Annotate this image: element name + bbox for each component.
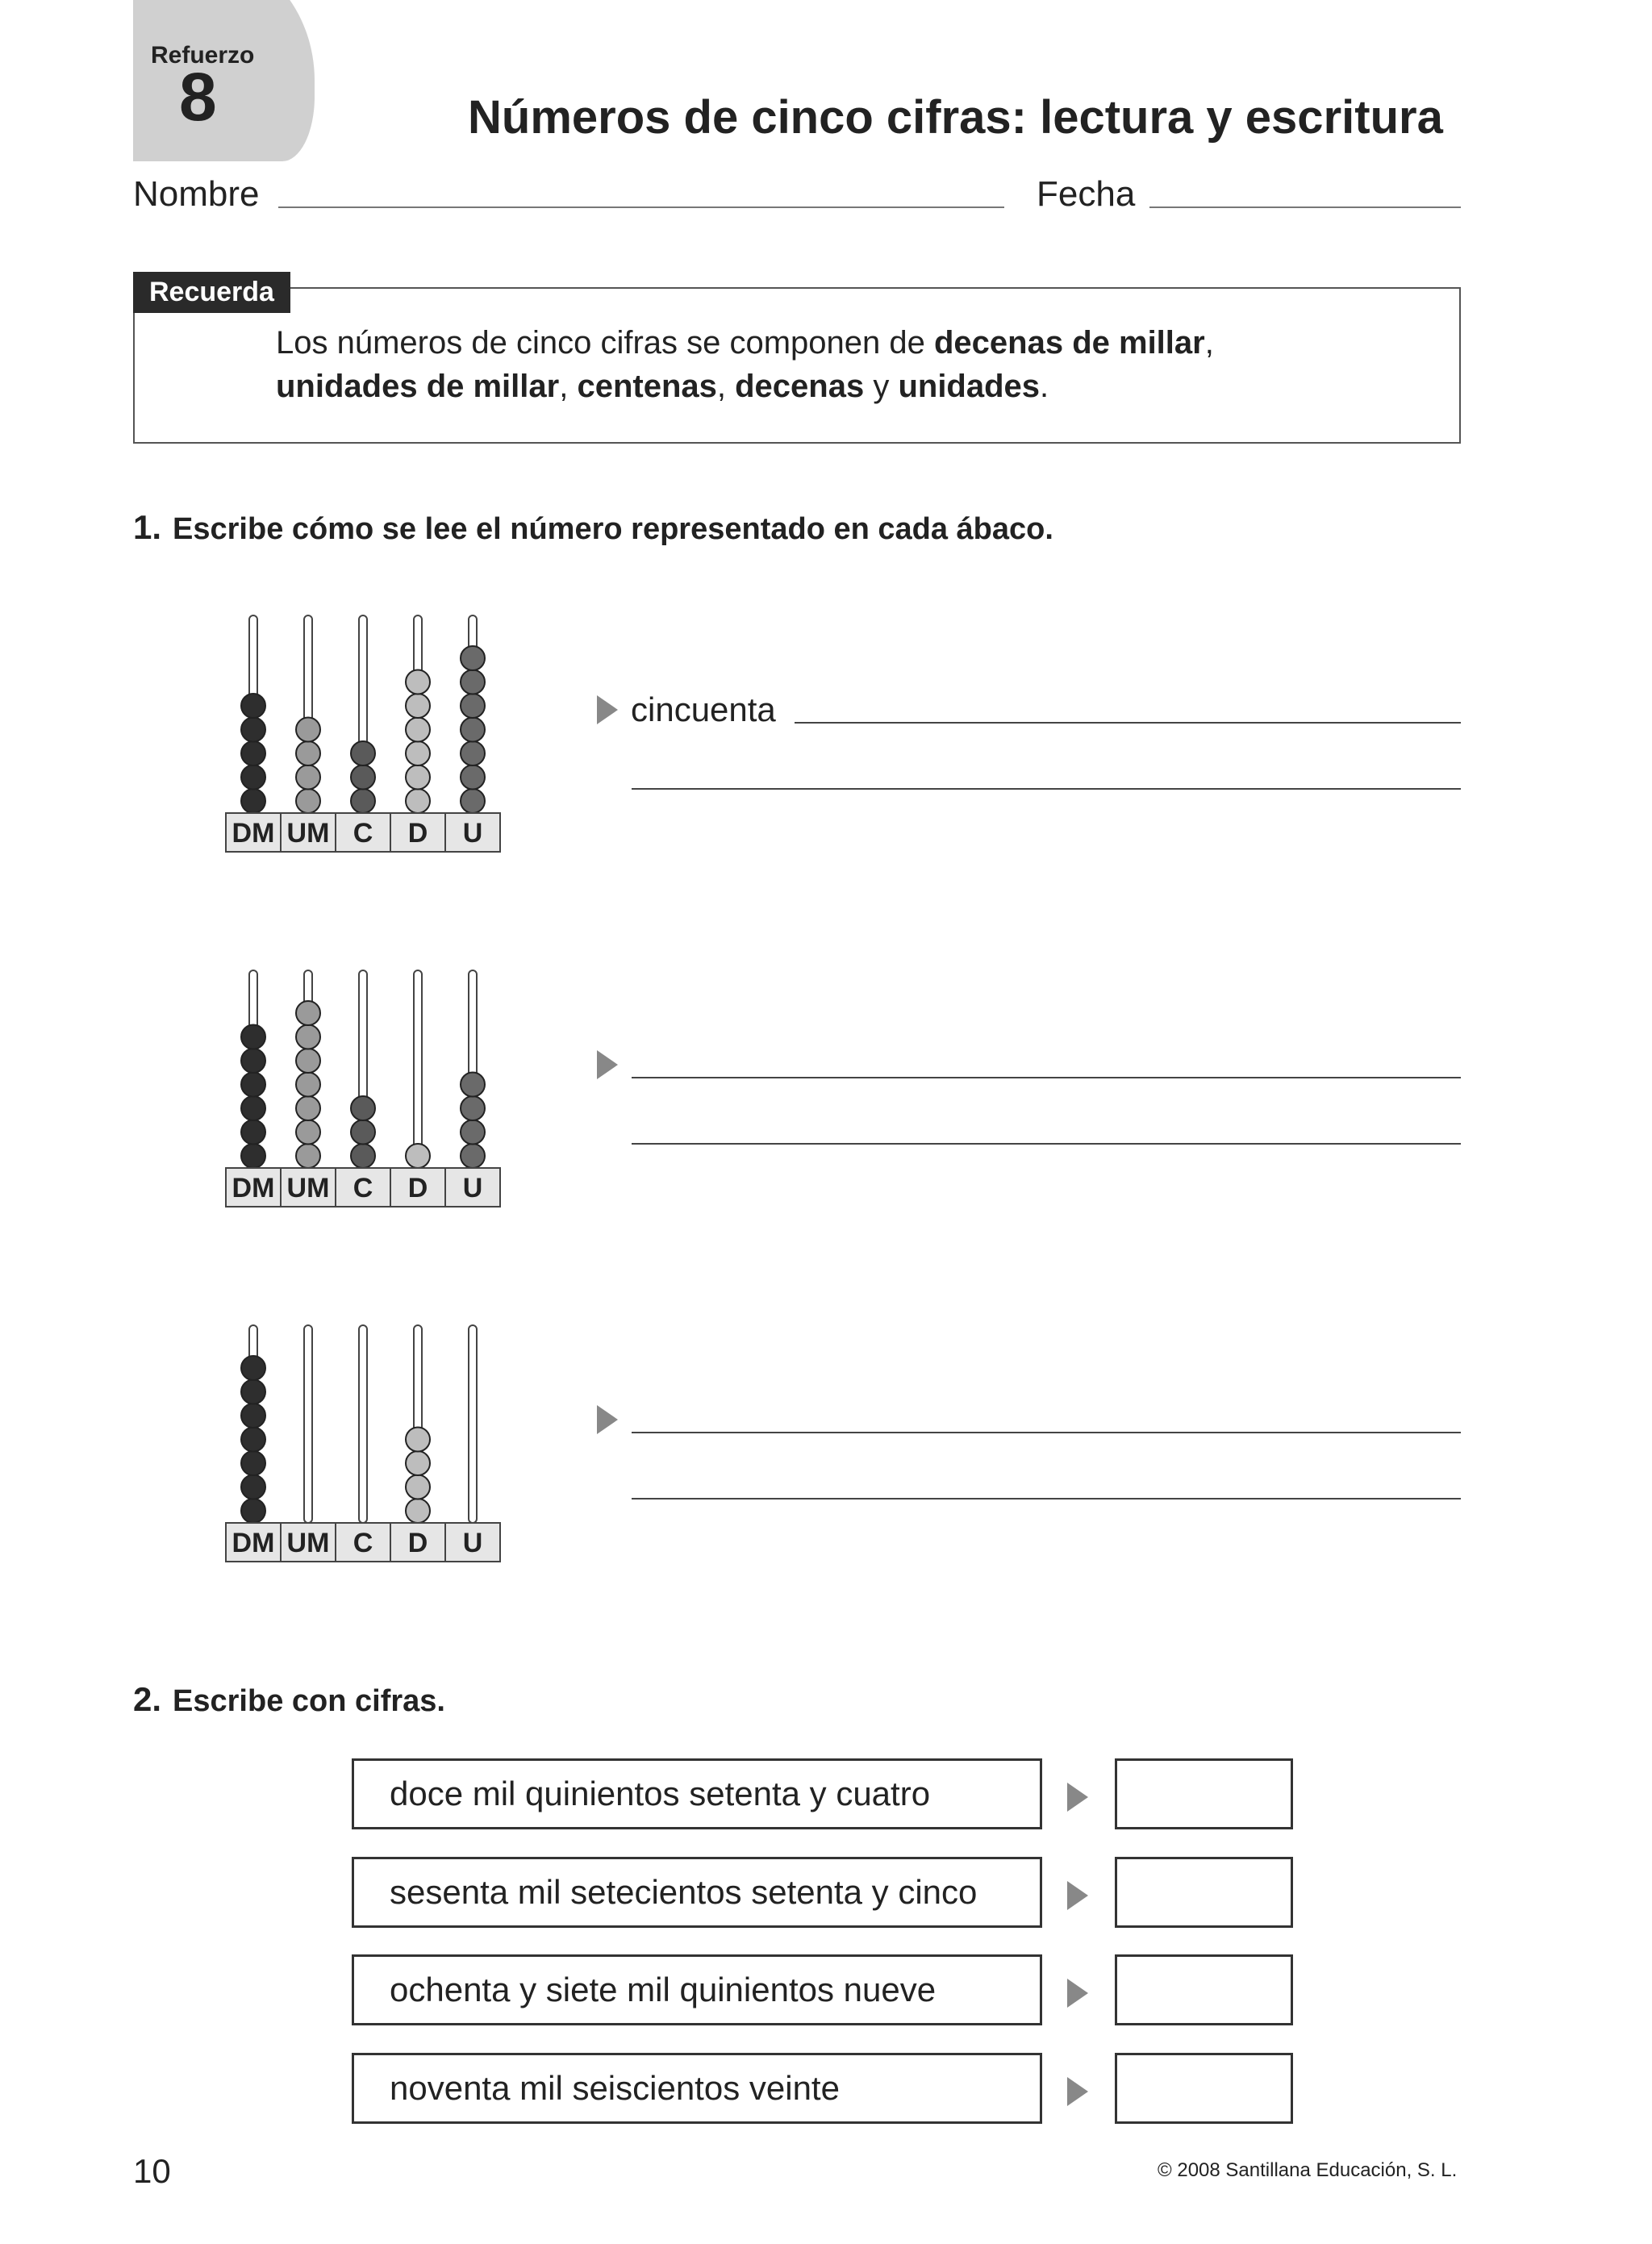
abacus-bead [351,1144,375,1168]
abacus-bead [406,1144,430,1168]
exercise-2-number: 2. [133,1680,162,1718]
abacus-rod-c [359,1325,367,1523]
recuerda-bold-centenas: centenas [577,369,717,404]
abacus-bead [241,1096,265,1120]
abacus-bead [406,1451,430,1475]
badge-label: Refuerzo [151,42,255,69]
date-field[interactable] [1149,206,1461,208]
name-field[interactable] [278,206,1004,208]
page-number: 10 [133,2152,171,2190]
abacus-bead [296,718,320,742]
abacus-column-label: UM [286,1173,330,1203]
number-words-text: noventa mil seiscientos veinte [390,2069,840,2107]
abacus-rod-um [304,1325,312,1523]
abacus-bead [241,1475,265,1499]
recuerda-bold-unidades-millar: unidades de millar [276,369,560,404]
date-label: Fecha [1037,174,1136,214]
abacus-bead [461,670,485,694]
abacus-rod-u [469,1325,477,1523]
abacus-column-label: U [462,818,483,849]
abacus-bead [241,1451,265,1475]
digits-answer-box-1[interactable] [1115,1758,1293,1829]
arrow-icon [1067,1979,1088,2008]
abacus-svg [224,964,502,1210]
abacus-column-label: U [462,1528,483,1558]
abacus-column-label: DM [232,1173,275,1203]
abacus-bead [351,789,375,813]
answer-1-line-1[interactable] [795,722,1461,724]
abacus-bead [241,1073,265,1097]
abacus-bead [296,1073,320,1097]
abacus-bead [461,694,485,718]
number-words-box-4 [352,2053,1042,2124]
abacus-bead [296,1120,320,1145]
abacus-bead [241,1144,265,1168]
abacus-bead [241,789,265,813]
answer-1-line-2[interactable] [632,788,1461,790]
abacus-bead [406,1499,430,1523]
abacus-bead [351,1120,375,1145]
abacus-bead [241,1049,265,1073]
number-words-text: doce mil quinientos setenta y cuatro [390,1775,931,1812]
abacus-bead [406,765,430,790]
abacus-svg [224,1319,502,1565]
abacus-bead [461,789,485,813]
abacus-column-label: UM [286,1528,330,1558]
recuerda-bold-decenas: decenas [735,369,865,404]
abacus-bead [296,1049,320,1073]
abacus-column-label: C [353,1173,373,1203]
abacus-bead [296,765,320,790]
arrow-icon [1067,2077,1088,2106]
exercise-2-instruction: Escribe con cifras. [173,1684,445,1718]
abacus-bead [241,718,265,742]
abacus-bead [406,718,430,742]
abacus-bead [241,694,265,718]
number-words-text: ochenta y siete mil quinientos nueve [390,1971,937,2008]
digits-answer-box-4[interactable] [1115,2053,1293,2124]
abacus-column-label: D [407,818,428,849]
abacus-bead [406,670,430,694]
abacus-bead [406,694,430,718]
answer-3-line-1[interactable] [632,1432,1461,1433]
abacus-column-label: C [353,818,373,849]
arrow-icon [597,1050,618,1079]
abacus-bead [461,646,485,670]
exercise-1-number: 1. [133,508,162,546]
page-title: Números de cinco cifras: lectura y escritura [468,91,1443,144]
arrow-icon [1067,1881,1088,1910]
digits-answer-box-2[interactable] [1115,1857,1293,1928]
abacus-bead [351,1096,375,1120]
abacus-bead [461,1144,485,1168]
abacus-bead [351,765,375,790]
abacus-bead [461,1120,485,1145]
abacus-3 [224,1319,502,1569]
abacus-bead [241,1356,265,1380]
abacus-bead [296,1096,320,1120]
name-label: Nombre [133,174,260,214]
abacus-bead [406,741,430,765]
abacus-bead [241,1120,265,1145]
answer-2-line-2[interactable] [632,1143,1461,1145]
abacus-1 [224,609,502,859]
abacus-bead [296,741,320,765]
recuerda-text [276,321,1437,408]
answer-1-prefix: cincuenta [631,690,776,728]
abacus-column-label: DM [232,1528,275,1558]
recuerda-text-part: Los números de cinco cifras se componen de [276,325,934,361]
abacus-bead [241,1428,265,1452]
badge-background [133,0,315,161]
recuerda-text-part: , [1204,325,1214,361]
abacus-bead [241,1499,265,1523]
abacus-bead [351,741,375,765]
abacus-rod-d [414,970,422,1168]
abacus-bead [406,1428,430,1452]
recuerda-text-part: , [716,369,736,404]
abacus-column-label: C [353,1528,373,1558]
abacus-bead [241,741,265,765]
abacus-bead [296,1025,320,1049]
recuerda-bold-decenas-millar: decenas de millar [934,325,1205,361]
abacus-bead [461,741,485,765]
answer-2-line-1[interactable] [632,1077,1461,1078]
badge-number: 8 [179,59,217,135]
exercise-2-heading [133,1680,445,1719]
arrow-icon [597,695,618,724]
arrow-icon [1067,1783,1088,1812]
exercise-1-instruction: Escribe cómo se lee el número representado en cada ábaco. [173,512,1053,546]
abacus-bead [461,718,485,742]
abacus-bead [461,765,485,790]
abacus-bead [296,1001,320,1025]
abacus-bead [406,1475,430,1499]
abacus-column-label: D [407,1528,428,1558]
abacus-svg [224,609,502,855]
recuerda-text-part: y [864,369,899,404]
digits-answer-box-3[interactable] [1115,1954,1293,2025]
abacus-column-label: D [407,1173,428,1203]
exercise-1-heading [133,508,1053,547]
abacus-bead [296,1144,320,1168]
abacus-bead [241,765,265,790]
abacus-column-label: UM [286,818,330,849]
copyright: © 2008 Santillana Educación, S. L. [1158,2159,1458,2181]
recuerda-bold-unidades: unidades [898,369,1041,404]
number-words-box-1 [352,1758,1042,1829]
abacus-bead [241,1404,265,1428]
recuerda-text-part: , [559,369,578,404]
recuerda-tag: Recuerda [133,272,290,313]
number-words-box-3 [352,1954,1042,2025]
abacus-2 [224,964,502,1214]
abacus-bead [406,789,430,813]
answer-3-line-2[interactable] [632,1498,1461,1499]
abacus-bead [461,1073,485,1097]
abacus-column-label: DM [232,818,275,849]
abacus-bead [461,1096,485,1120]
recuerda-text-part: . [1040,369,1049,404]
abacus-column-label: U [462,1173,483,1203]
number-words-box-2 [352,1857,1042,1928]
abacus-bead [296,789,320,813]
arrow-icon [597,1405,618,1434]
abacus-bead [241,1025,265,1049]
abacus-bead [241,1380,265,1404]
number-words-text: sesenta mil setecientos setenta y cinco [390,1873,978,1911]
